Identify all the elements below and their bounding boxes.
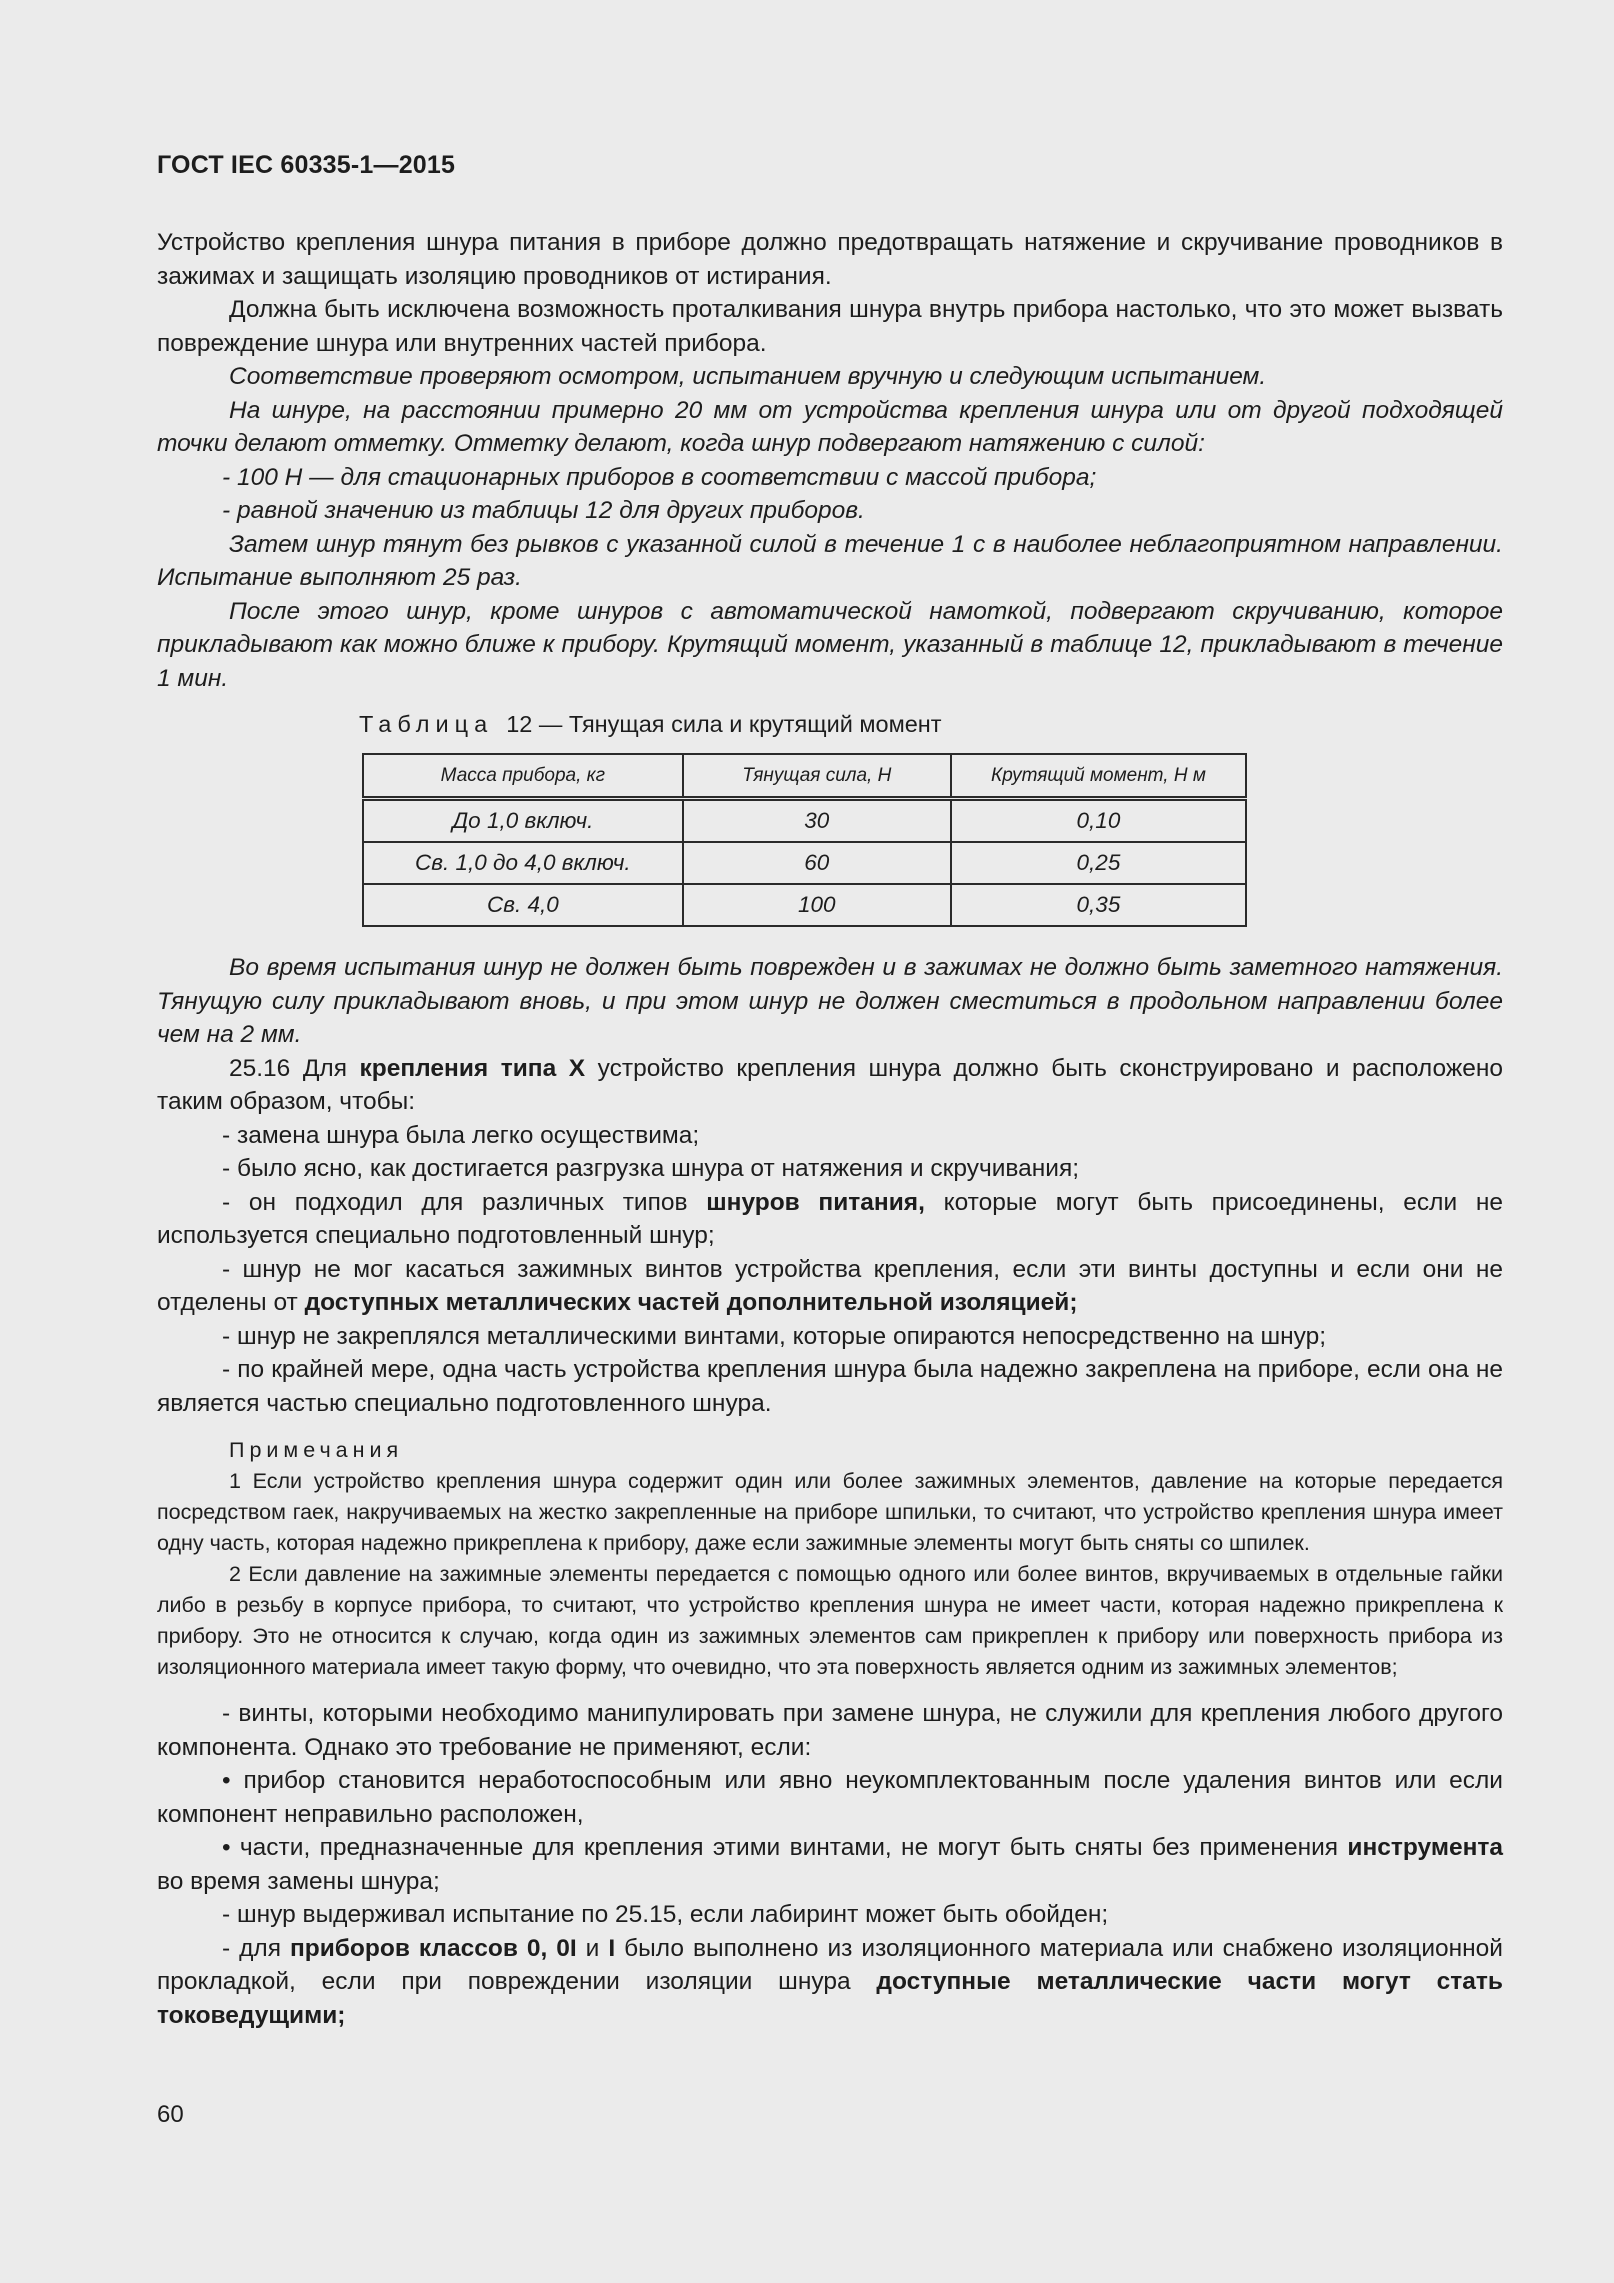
clause-25-16: [157, 1052, 1503, 1119]
defined-term: доступных металлических частей дополнительной изоляцией;: [304, 1289, 1078, 1316]
table-cell: Св. 4,0: [363, 884, 683, 926]
table-12: [362, 753, 1247, 927]
defined-term: доступные металлические части могут стать токоведущими;: [157, 1968, 1503, 2029]
list-item: - шнур выдерживал испытание по 25.15, если лабиринт может быть обойден;: [222, 1901, 1109, 1928]
table-caption: [359, 708, 1503, 740]
table-caption-title: 12 — Тянущая сила и крутящий момент: [506, 711, 942, 737]
list-text: - шнур не мог касаться зажимных винтов устройства крепления, если эти винты доступны и если они не отделены от: [157, 1255, 1503, 1316]
list-item: - замена шнура была легко осуществима;: [222, 1121, 700, 1149]
table-header-cell: Крутящий момент, Н м: [951, 754, 1246, 799]
body-text: [157, 226, 1503, 2032]
list-item: [157, 1932, 1503, 2033]
table-row: [363, 884, 1246, 926]
list-text: было выполнено из изоляционного материала или снабжено изоляционной прокладкой, если при повреждении изоляции шнура: [157, 1934, 1503, 1995]
list-text: и: [576, 1934, 609, 1962]
note-item: 1 Если устройство крепления шнура содержит один или более зажимных элементов, давление на которые передается посредством гаек, накручиваемых на жестко закрепленные на приборе шпильки, то считают, что устройство крепления шнура имеет одну часть, которая надежно прикреплена к прибору, даже если зажимные элементы могут быть сняты со шпилек.: [157, 1469, 1503, 1555]
paragraph-italic: Затем шнур тянут без рывков с указанной силой в течение 1 с в наиболее неблагоприятном направлении. Испытание выполняют 25 раз.: [157, 530, 1503, 591]
clause-text: устройство крепления шнура должно быть сконструировано и расположено таким образом, чтобы:: [157, 1054, 1503, 1115]
list-item: [157, 1186, 1503, 1253]
bullet-item: [157, 1831, 1503, 1898]
table-header-cell: Тянущая сила, Н: [683, 754, 951, 799]
table-row: [363, 842, 1246, 884]
notes-section: [157, 1434, 1503, 1683]
table-caption-label: Таблица: [359, 711, 494, 737]
defined-term: шнуров питания,: [706, 1188, 925, 1216]
list-item: - равной значению из таблицы 12 для других приборов.: [222, 497, 865, 524]
table-cell: До 1,0 включ.: [363, 799, 683, 843]
table-header-cell: Масса прибора, кг: [363, 754, 683, 799]
paragraph-italic: После этого шнур, кроме шнуров с автоматической намоткой, подвергают скручиванию, которое прикладывают как можно ближе к прибору. Крутящий момент, указанный в таблице 12, прикладывают в течение 1 мин.: [157, 597, 1503, 692]
paragraph: Должна быть исключена возможность проталкивания шнура внутрь прибора настолько, что это может вызвать повреждение шнура или внутренних частей прибора.: [157, 296, 1503, 357]
list-text: - для: [222, 1934, 290, 1962]
list-item: - 100 Н — для стационарных приборов в соответствии с массой прибора;: [222, 463, 1097, 491]
page-number: 60: [157, 2101, 184, 2128]
list-text: • части, предназначенные для крепления этими винтами, не могут быть сняты без применения: [222, 1834, 1348, 1861]
bullet-item: • прибор становится неработоспособным или явно неукомплектованным после удаления винтов или если компонент неправильно расположен,: [157, 1767, 1503, 1828]
document-code-header: ГОСТ IEC 60335-1—2015: [157, 151, 456, 179]
note-item: 2 Если давление на зажимные элементы передается с помощью одного или более винтов, вкручиваемых в отдельные гайки либо в резьбу в корпусе прибора, то считают, что устройство крепления шнура не имеет части, которая надежно прикреплена к прибору. Это не относится к случаю, когда один из зажимных элементов сам прикреплен к прибору или поверхность прибора из изоляционного материала имеет такую форму, что очевидно, что эта поверхность является одним из зажимных элементов;: [157, 1562, 1503, 1679]
list-item: - было ясно, как достигается разгрузка шнура от натяжения и скручивания;: [222, 1155, 1080, 1182]
continued-list: [157, 1697, 1503, 2032]
list-text: во время замены шнура;: [157, 1867, 440, 1895]
list-item: - винты, которыми необходимо манипулировать при замене шнура, не служили для крепления любого другого компонента. Однако это требование не применяют, если:: [157, 1700, 1503, 1761]
table-cell: 0,25: [951, 842, 1246, 884]
paragraph-italic: На шнуре, на расстоянии примерно 20 мм от устройства крепления шнура или от другой подходящей точки делают отметку. Отметку делают, когда шнур подвергают натяжению с силой:: [157, 396, 1503, 457]
defined-term: приборов классов 0, 0I: [289, 1934, 577, 1962]
paragraph: Устройство крепления шнура питания в приборе должно предотвращать натяжение и скручивание проводников в зажимах и защищать изоляцию проводников от истирания.: [157, 229, 1503, 290]
list-text: которые могут быть присоединены, если не используется специально подготовленный шнур;: [157, 1188, 1503, 1249]
table-cell: Св. 1,0 до 4,0 включ.: [363, 842, 683, 884]
table-cell: 30: [683, 799, 951, 843]
table-cell: 60: [683, 842, 951, 884]
paragraph-italic: Соответствие проверяют осмотром, испытанием вручную и следующим испытанием.: [229, 363, 1267, 390]
list-item: - шнур не закреплялся металлическими винтами, которые опираются непосредственно на шнур;: [222, 1322, 1327, 1350]
list-text: - он подходил для различных типов: [222, 1188, 707, 1216]
table-row: [363, 799, 1246, 843]
defined-term: крепления типа X: [359, 1054, 586, 1082]
table-cell: 100: [683, 884, 951, 926]
defined-term: I: [608, 1934, 616, 1962]
list-item: - по крайней мере, одна часть устройства крепления шнура была надежно закреплена на приборе, если она не является частью специально подготовленного шнура.: [157, 1356, 1503, 1417]
clause-number: 25.16 Для: [229, 1054, 360, 1082]
table-cell: 0,35: [951, 884, 1246, 926]
table-header-row: [363, 754, 1246, 799]
paragraph-italic: Во время испытания шнур не должен быть поврежден и в зажимах не должно быть заметного натяжения. Тянущую силу прикладывают вновь, и при этом шнур не должен сместиться в продольном направлении более чем на 2 мм.: [157, 954, 1503, 1048]
defined-term: инструмента: [1347, 1834, 1503, 1861]
table-cell: 0,10: [951, 799, 1246, 843]
list-item: [157, 1253, 1503, 1320]
notes-title: Примечания: [229, 1438, 404, 1462]
